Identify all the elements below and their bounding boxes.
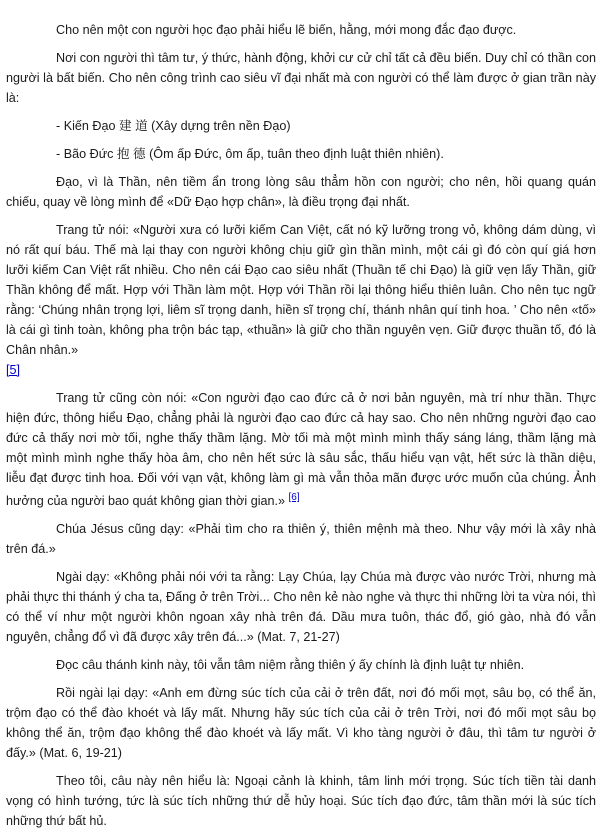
paragraph (6, 220, 596, 360)
paragraph-text: Trang tử nói: «Người xưa có lưỡi kiếm Can Việt, cất nó kỹ lưỡng trong vỏ, không dám dùng, vì nó rất quí báu. Thế mà lại thay con người không chịu giữ gìn thần mình, một cái gì đó còn quí giá hơn lưỡi kiếm Can Việt rất nhiều. Cho nên cái Đạo cao siêu nhất (Thuần tế chi Đạo) là giữ vẹn lấy Thần, giữ Thần không để mất. Hợp với Thần làm một. Hợp với Thần rồi lại thông hiểu thiên luân. Cho nên tục ngữ rằng: ‘Chúng nhân trọng lợi, liêm sĩ trọng danh, hiền sĩ trọng chí, thánh nhân quí tinh hoa. ’ Cho nên «tố» là cái gì tinh toàn, không pha trộn bác tạp, «thuần» là giữ cho thần nguyên vẹn. Giữ được thuần tố, đó là Chân nhân.» (6, 223, 596, 357)
paragraph: Đọc câu thánh kinh này, tôi vẫn tâm niệm rằng thiên ý ấy chính là định luật tự nhiên. (56, 658, 525, 673)
footnote-ref-line (6, 360, 596, 380)
paragraph: Ngài dạy: «Không phải nói với ta rằng: Lạy Chúa, lạy Chúa mà được vào nước Trời, nhưng mà phải thực thi thánh ý cha ta, Đấng ở trên Trời... Cho nên kẻ nào nghe và thực thi những lời ta vừa nói, thì có thể ví như một người khôn ngoan xây nhà trên đá. Dầu mưa tuôn, thác đổ, gió gào, nhà đó vẫn nguyên, chẳng đổ vì đã được xây trên đá...» (Mat. 7, 21-27) (6, 570, 596, 645)
paragraph: Rồi ngài lại dạy: «Anh em đừng súc tích của cải ở trên đất, nơi đó mối mọt, sâu bọ, có thể ăn, trộm đạo có thể đào khoét và lấy mất. Nhưng hãy súc tích của cải ở trên Trời, nơi đó mối mọt sâu bọ không thể ăn, trộm đạo không thể đào khoét và lấy mất. Vì kho tàng người ở đâu, thì tâm tư người ở đấy.» (Mat. 6, 19-21) (6, 686, 596, 761)
paragraph: Theo tôi, câu này nên hiểu là: Ngoại cảnh là khinh, tâm linh mới trọng. Súc tích tiền tài danh vọng có hình tướng, tức là súc tích những thứ dễ hủy hoại. Súc tích đạo đức, tâm thần mới là súc tích những thứ bất hủ. (6, 774, 596, 829)
paragraph: Cho nên một con người học đạo phải hiểu lẽ biến, hằng, mới mong đắc đạo được. (56, 23, 517, 37)
paragraph (6, 388, 596, 511)
list-item: - Bão Đức 抱 德 (Ôm ấp Đức, ôm ấp, tuân theo định luật thiên nhiên). (56, 147, 444, 161)
paragraph: Nơi con người thì tâm tư, ý thức, hành động, khởi cư cử chỉ tất cả đều biến. Duy chỉ có thần con người là bất biến. Cho nên công trình cao siêu vĩ đại nhất mà con người có thể làm được ở gian trần này là: (6, 51, 596, 105)
paragraph-text: Trang tử cũng còn nói: «Con người đạo cao đức cả ở nơi bản nguyên, mà trí như thần. Thực hiện đức, thông hiểu Đạo, chẳng phải là người đạo cao đức cả hay sao. Cho nên những người đạo cao đức cả thấy nơi mờ tối, nghe thấy thầm lặng. Mờ tối mà một mình mình thấy sáng láng, thầm lặng mà một mình mình nghe thấy hòa âm, cho nên hết sức là sâu sắc, thấu hiểu vạn vật, hết sức là thần diệu, liễu đạt được tinh hoa. Đối với vạn vật, không làm gì mà vẫn thỏa mãn được ước muốn của chúng. Ảnh hưởng của người bao quát không gian thời gian.» (6, 391, 596, 509)
footnote-link[interactable]: [5] (6, 363, 21, 377)
list-item: - Kiến Đạo 建 道 (Xây dựng trên nền Đạo) (56, 119, 291, 133)
paragraph: Chúa Jésus cũng dạy: «Phải tìm cho ra thiên ý, thiên mệnh mà theo. Như vậy mới là xây nhà trên đá.» (6, 522, 596, 557)
paragraph: Đạo, vì là Thần, nên tiềm ẩn trong lòng sâu thẳm hồn con người; cho nên, hồi quang quán chiếu, quay về lòng mình để «Dữ Đạo hợp chân», là điều trọng đại nhất. (6, 175, 596, 209)
footnote-link[interactable]: [6] (288, 492, 300, 503)
